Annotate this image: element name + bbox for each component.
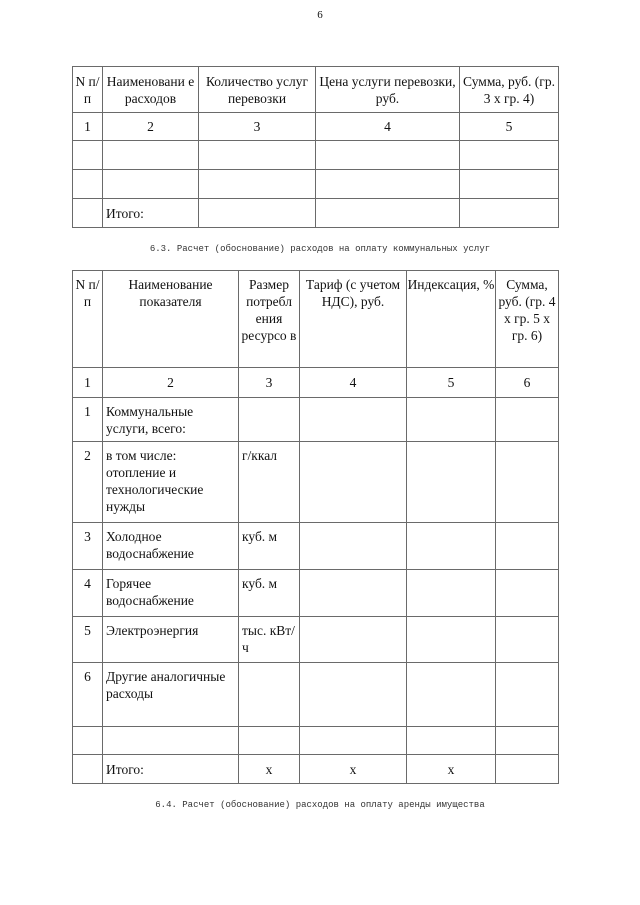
- col-number: 5: [460, 113, 559, 141]
- table-row: [73, 570, 559, 617]
- col-number: 3: [239, 368, 300, 398]
- table-row: [73, 523, 559, 570]
- col-number: 6: [496, 368, 559, 398]
- col-number: 2: [103, 113, 199, 141]
- row-number: 2: [73, 442, 103, 523]
- header-cell: N п/п: [73, 67, 103, 113]
- total-row: [73, 199, 559, 228]
- header-cell: Наименовани е расходов: [103, 67, 199, 113]
- section-caption-6-4: 6.4. Расчет (обоснование) расходов на оплату аренды имущества: [155, 800, 485, 810]
- header-cell: Сумма, руб. (гр. 3 х гр. 4): [460, 67, 559, 113]
- col-number: 4: [316, 113, 460, 141]
- col-number: 1: [73, 113, 103, 141]
- table-row: [73, 663, 559, 727]
- row-number: 5: [73, 617, 103, 663]
- total-label: Итого:: [103, 199, 199, 228]
- total-label: Итого:: [103, 755, 239, 784]
- total-mark: x: [300, 755, 407, 784]
- column-number-row: [73, 113, 559, 141]
- total-mark: x: [407, 755, 496, 784]
- header-cell: Количество услуг перевозки: [199, 67, 316, 113]
- col-number: 5: [407, 368, 496, 398]
- indicator-name: Коммунальные услуги, всего:: [103, 398, 239, 442]
- table-row: [73, 617, 559, 663]
- page-number: 6: [317, 9, 323, 21]
- table-row: [73, 442, 559, 523]
- col-number: 3: [199, 113, 316, 141]
- table-header-row: [73, 67, 559, 113]
- table-row: [73, 141, 559, 170]
- table-row: [73, 170, 559, 199]
- header-cell: Размер потребл ения ресурсо в: [239, 271, 300, 368]
- transport-costs-table: [72, 66, 559, 228]
- indicator-name: Горячее водоснабжение: [103, 570, 239, 617]
- unit: [239, 398, 300, 442]
- header-cell: Сумма, руб. (гр. 4 х гр. 5 х гр. 6): [496, 271, 559, 368]
- row-number: 6: [73, 663, 103, 727]
- total-mark: x: [239, 755, 300, 784]
- indicator-name: Другие аналогичные расходы: [103, 663, 239, 727]
- row-number: 4: [73, 570, 103, 617]
- table-row: [73, 398, 559, 442]
- total-row: [73, 755, 559, 784]
- table-header-row: [73, 271, 559, 368]
- header-cell: N п/п: [73, 271, 103, 368]
- header-cell: Тариф (с учетом НДС), руб.: [300, 271, 407, 368]
- header-cell: Индексация, %: [407, 271, 496, 368]
- section-caption-6-3: 6.3. Расчет (обоснование) расходов на оплату коммунальных услуг: [149, 244, 491, 254]
- indicator-name: Холодное водоснабжение: [103, 523, 239, 570]
- header-cell: Цена услуги перевозки, руб.: [316, 67, 460, 113]
- utilities-costs-table: [72, 270, 559, 784]
- col-number: 2: [103, 368, 239, 398]
- unit: куб. м: [239, 523, 300, 570]
- indicator-name: Электроэнергия: [103, 617, 239, 663]
- unit: тыс. кВт/ч: [239, 617, 300, 663]
- column-number-row: [73, 368, 559, 398]
- col-number: 4: [300, 368, 407, 398]
- col-number: 1: [73, 368, 103, 398]
- unit: куб. м: [239, 570, 300, 617]
- table-row: [73, 727, 559, 755]
- indicator-name: в том числе: отопление и технологические нужды: [103, 442, 239, 523]
- header-cell: Наименование показателя: [103, 271, 239, 368]
- unit: г/ккал: [239, 442, 300, 523]
- row-number: 1: [73, 398, 103, 442]
- row-number: 3: [73, 523, 103, 570]
- unit: [239, 663, 300, 727]
